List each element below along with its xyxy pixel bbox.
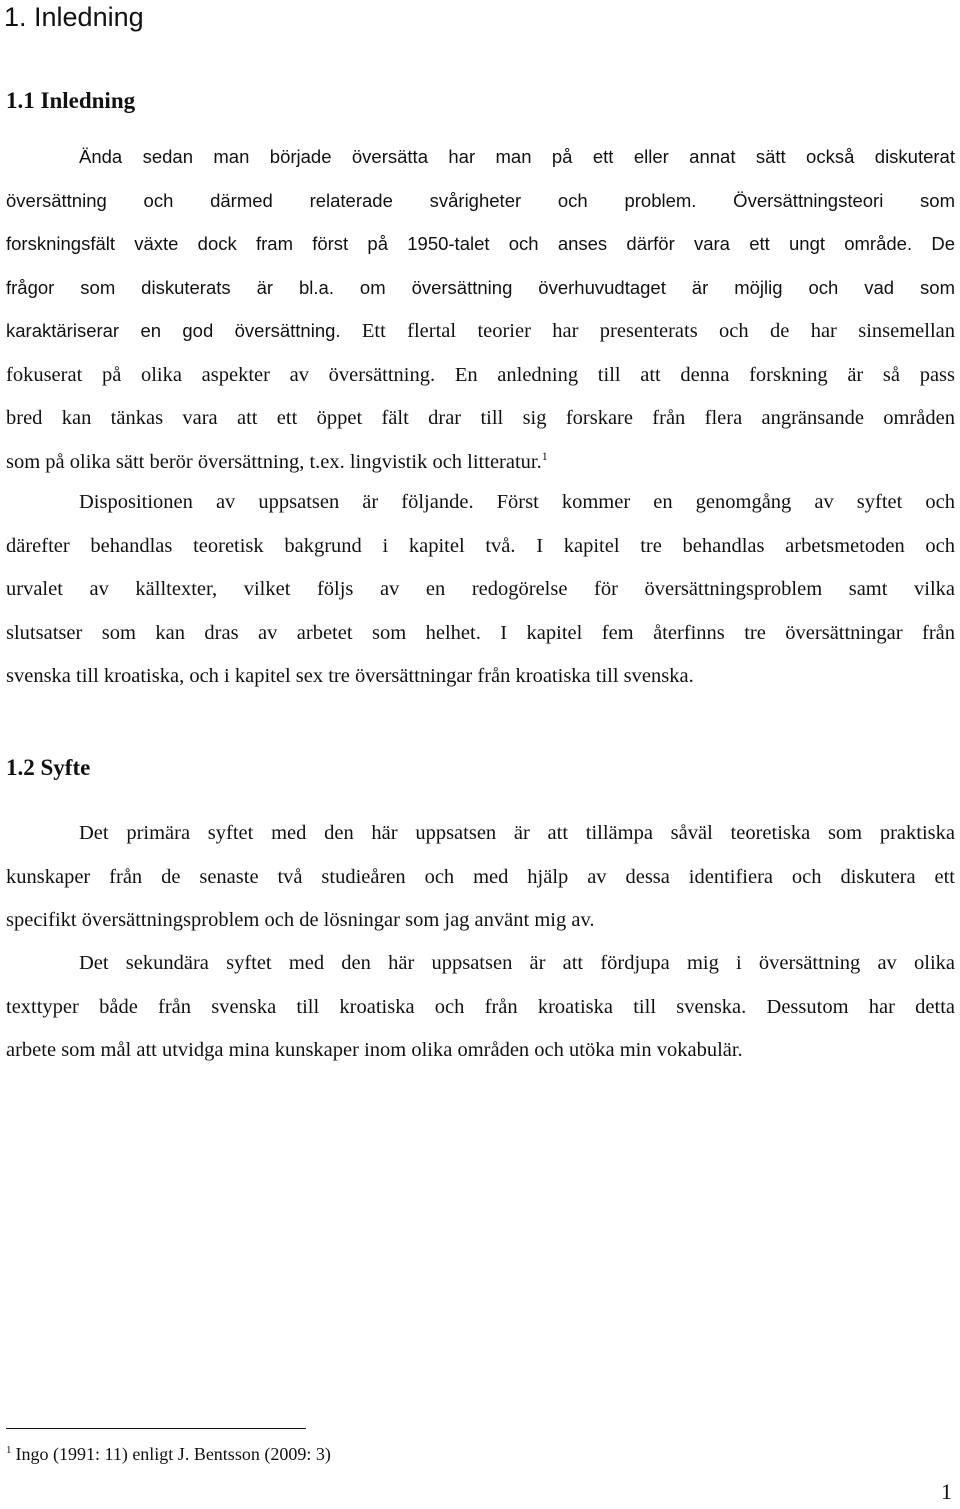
text-line: Det primära syftet med den här uppsatsen är att tillämpa såväl teoretiska som praktiska: [79, 822, 955, 844]
text-line: [6, 525, 955, 569]
text-line: bred kan tänkas vara att ett öppet fält drar till sig forskare från flera angränsande områden: [6, 407, 955, 429]
text-line: [6, 354, 955, 398]
paragraph-secondary-purpose: [6, 942, 955, 1073]
text-line: urvalet av källtexter, vilket följs av en redogörelse för översättningsproblem samt vilka: [6, 578, 955, 600]
footnote-separator: [6, 1428, 306, 1429]
section-heading-inledning: 1.1 Inledning: [6, 88, 136, 113]
text-run: Dispositionen av uppsatsen är följande.: [79, 491, 474, 513]
text-line: slutsatser som kan dras av arbetet som helhet. I kapitel fem återfinns tre översättningar från: [6, 621, 955, 644]
footnote-reference: 1: [541, 448, 548, 463]
text-line: frågor som diskuterats är bl.a. om översättning överhuvudtaget är möjlig och vad som: [6, 276, 955, 298]
text-line: kunskaper från de senaste två studieåren och med hjälp av dessa identifiera och diskutera ett: [6, 865, 955, 888]
text-run: Först kommer en genomgång av syftet och: [473, 491, 955, 513]
text-run: som på olika sätt berör översättning, t.ex. lingvistik och litteratur.: [6, 450, 542, 473]
chapter-title: 1. Inledning: [4, 2, 144, 32]
footnote: [6, 1441, 331, 1467]
text-line: svenska till kroatiska, och i kapitel sex tre översättningar från kroatiska till svenska.: [6, 665, 694, 687]
paragraph-introduction: [6, 135, 955, 484]
text-line: Ända sedan man började översätta har man på ett eller annat sätt också diskuterat: [79, 146, 955, 167]
text-run: fokuserat på olika aspekter av översättning.: [6, 363, 436, 386]
text-line: översättning och därmed relaterade svårigheter och problem. Översättningsteori som: [6, 189, 955, 211]
page-number: 1: [941, 1479, 952, 1504]
text-run: En anledning till att denna forskning är så pass: [435, 363, 955, 386]
footnote-text: Ingo (1991: 11) enligt J. Bentsson (2009: 3): [15, 1444, 331, 1464]
section-heading-syfte: 1.2 Syfte: [6, 755, 91, 780]
paragraph-primary-purpose: [6, 812, 955, 943]
text-line: [6, 309, 955, 354]
text-line: forskningsfält växte dock fram först på 1950-talet och anses därför vara ett ungt område. De: [6, 233, 955, 254]
paragraph-disposition: [6, 481, 955, 699]
text-line: [6, 441, 955, 485]
text-line: [6, 481, 955, 525]
text-line: arbete som mål att utvidga mina kunskaper inom olika områden och utöka min vokabulär.: [6, 1039, 743, 1061]
text-line: specifikt översättningsproblem och de lösningar som jag använt mig av.: [6, 909, 595, 931]
text-line: Det sekundära syftet med den här uppsatsen är att fördjupa mig i översättning av olika: [79, 952, 955, 974]
text-run: Ett flertal teorier har presenterats och de har sinsemellan: [340, 320, 955, 342]
text-line: texttyper både från svenska till kroatiska och från kroatiska till svenska. Dessutom har detta: [6, 995, 955, 1018]
text-run: karaktäriserar en god översättning.: [6, 320, 341, 341]
text-run: I kapitel tre behandlas arbetsmetoden och: [515, 534, 956, 557]
footnote-number: 1: [6, 1444, 12, 1456]
text-run: därefter behandlas teoretisk bakgrund i kapitel två.: [6, 534, 516, 557]
